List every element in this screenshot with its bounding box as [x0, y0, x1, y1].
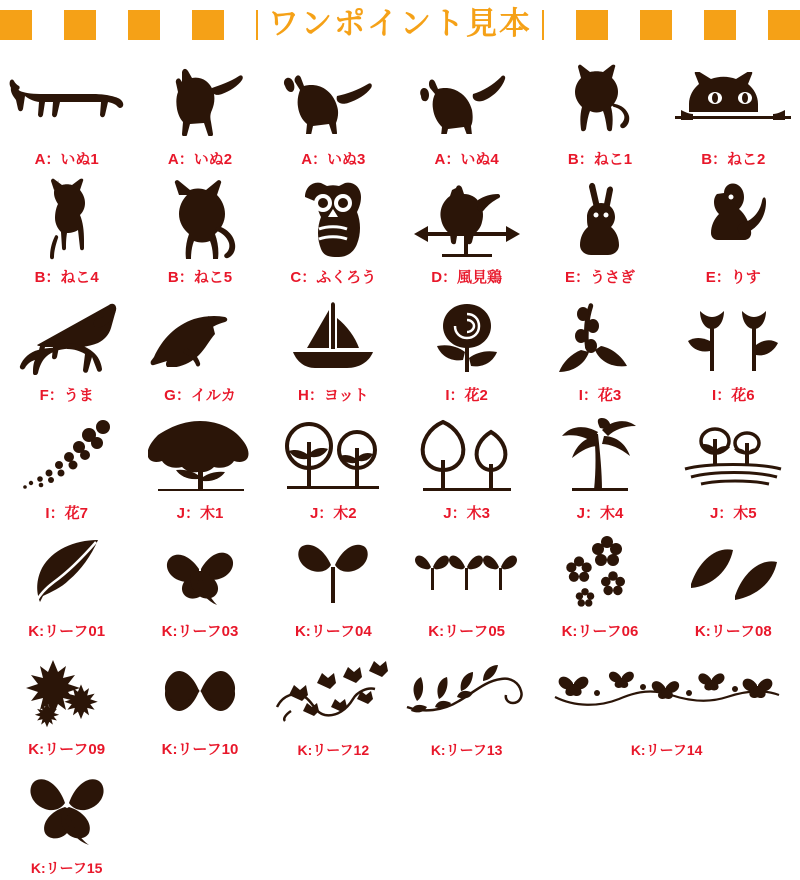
header-block — [192, 10, 224, 40]
sample-label: A：いぬ3 — [301, 151, 366, 168]
rose-flower-silhouette-icon — [400, 290, 533, 384]
sample-cell[interactable] — [0, 408, 133, 526]
single-leaf-silhouette-icon — [0, 526, 133, 620]
sample-cell[interactable] — [267, 526, 400, 644]
sample-label: K:リーフ14 — [630, 742, 703, 758]
sample-cell[interactable] — [533, 526, 666, 644]
header-block — [768, 10, 800, 40]
sample-label: K:リーフ08 — [694, 623, 772, 640]
beagle-dog-silhouette-icon — [400, 54, 533, 148]
sample-cell[interactable] — [667, 526, 800, 644]
sample-label: J：木4 — [576, 505, 624, 522]
sample-cell[interactable] — [133, 290, 266, 408]
broad-tree-silhouette-icon — [133, 408, 266, 502]
sample-label: B：ねこ1 — [567, 151, 633, 168]
sample-cell[interactable] — [533, 54, 666, 172]
sample-cell[interactable] — [667, 290, 800, 408]
header-block — [64, 10, 96, 40]
header-block — [576, 10, 608, 40]
page-header — [0, 0, 800, 48]
sample-cell[interactable] — [400, 408, 533, 526]
sample-label: B：ねこ4 — [34, 269, 99, 286]
sample-cell[interactable] — [267, 408, 400, 526]
sample-label: K:リーフ06 — [561, 623, 639, 640]
sample-label: J：木3 — [443, 505, 490, 522]
sample-cell[interactable] — [400, 172, 533, 290]
two-tall-trees-silhouette-icon — [400, 408, 533, 502]
sample-cell[interactable] — [533, 172, 666, 290]
sample-cell[interactable] — [0, 644, 133, 762]
sample-cell[interactable] — [667, 408, 800, 526]
sample-cell[interactable] — [0, 290, 133, 408]
sample-label: I：花3 — [578, 387, 622, 404]
sample-cell[interactable] — [533, 644, 800, 762]
sample-label: F：うま — [39, 387, 94, 404]
sample-label: A：いぬ1 — [34, 151, 99, 168]
sample-cell[interactable] — [0, 54, 133, 172]
sample-label: E：うさぎ — [564, 269, 635, 286]
clover-heart-silhouette-icon — [133, 644, 266, 738]
sample-label: B：ねこ5 — [167, 269, 233, 286]
sample-cell[interactable] — [667, 54, 800, 172]
sample-cell[interactable] — [0, 172, 133, 290]
sample-cell[interactable] — [0, 762, 133, 880]
sample-cell[interactable] — [267, 290, 400, 408]
large-clover-silhouette-icon — [0, 762, 133, 856]
sample-label: K:リーフ13 — [430, 742, 503, 758]
retriever-dog-silhouette-icon — [267, 54, 400, 148]
sample-grid — [0, 54, 800, 880]
horse-silhouette-icon — [0, 290, 133, 384]
sample-cell[interactable] — [667, 172, 800, 290]
leaf-vine-swirl-silhouette-icon — [400, 644, 533, 738]
sample-label: H：ヨット — [298, 387, 369, 404]
header-block — [128, 10, 160, 40]
sample-cell[interactable] — [533, 408, 666, 526]
sample-cell[interactable] — [133, 644, 266, 762]
sample-cell[interactable] — [400, 54, 533, 172]
sample-cell[interactable] — [133, 172, 266, 290]
seated-cat-silhouette-icon — [133, 172, 266, 266]
sample-label: I：花6 — [712, 387, 755, 404]
sample-cell[interactable] — [133, 54, 266, 172]
maple-leaves-silhouette-icon — [0, 644, 133, 738]
sample-label: K:リーフ01 — [28, 623, 106, 640]
page-title: ワンポイント見本 — [258, 6, 542, 42]
sitting-cat-silhouette-icon — [533, 54, 666, 148]
sample-cell[interactable] — [133, 526, 266, 644]
sample-cell[interactable] — [267, 54, 400, 172]
sample-label: G：イルカ — [164, 387, 236, 404]
trees-with-hill-silhouette-icon — [667, 408, 800, 502]
sample-label: K:リーフ03 — [161, 623, 239, 640]
sample-cell[interactable] — [400, 644, 533, 762]
two-tulips-silhouette-icon — [667, 290, 800, 384]
shiba-dog-silhouette-icon — [133, 54, 266, 148]
squirrel-silhouette-icon — [667, 172, 800, 266]
lily-of-the-valley-silhouette-icon — [533, 290, 666, 384]
weathervane-rooster-silhouette-icon — [400, 172, 533, 266]
header-block — [704, 10, 736, 40]
sample-cell[interactable] — [0, 526, 133, 644]
sample-label: J：木1 — [176, 505, 224, 522]
sample-label: J：木5 — [709, 505, 757, 522]
sprout-silhouette-icon — [267, 526, 400, 620]
dolphin-silhouette-icon — [133, 290, 266, 384]
sample-label: I：花7 — [45, 505, 88, 522]
four-leaf-clover-silhouette-icon — [133, 526, 266, 620]
sample-label: K:リーフ05 — [428, 623, 506, 640]
sample-label: D：風見鶏 — [431, 269, 503, 286]
small-flowers-cluster-silhouette-icon — [533, 526, 666, 620]
two-round-trees-silhouette-icon — [267, 408, 400, 502]
sample-label: A：いぬ2 — [167, 151, 233, 168]
sample-label: I：花2 — [445, 387, 488, 404]
sample-cell[interactable] — [400, 290, 533, 408]
sample-label: J：木2 — [309, 505, 357, 522]
sailboat-silhouette-icon — [267, 290, 400, 384]
sample-cell[interactable] — [400, 526, 533, 644]
dachshund-silhouette-icon — [0, 54, 133, 148]
sample-label: K:リーフ10 — [161, 741, 239, 758]
sample-label: K:リーフ09 — [28, 741, 106, 758]
peeking-cat-silhouette-icon — [667, 54, 800, 148]
scattered-blossoms-silhouette-icon — [0, 408, 133, 502]
sample-cell[interactable] — [533, 290, 666, 408]
sample-label: K:リーフ15 — [30, 860, 103, 876]
sample-cell[interactable] — [133, 408, 266, 526]
two-leaves-silhouette-icon — [667, 526, 800, 620]
sample-label: B：ねこ2 — [701, 151, 766, 168]
header-block — [0, 10, 32, 40]
sample-cell[interactable] — [267, 644, 400, 762]
palm-tree-silhouette-icon — [533, 408, 666, 502]
sample-label: K:リーフ12 — [297, 742, 370, 758]
clover-vine-border-silhouette-icon — [533, 644, 800, 738]
rabbit-silhouette-icon — [533, 172, 666, 266]
header-block — [640, 10, 672, 40]
three-sprouts-row-silhouette-icon — [400, 526, 533, 620]
sample-cell[interactable] — [267, 172, 400, 290]
owl-silhouette-icon — [267, 172, 400, 266]
sample-label: K:リーフ04 — [294, 623, 372, 640]
standing-cat-silhouette-icon — [0, 172, 133, 266]
ivy-vine-silhouette-icon — [267, 644, 400, 738]
sample-label: E：りす — [705, 269, 761, 286]
sample-label: C：ふくろう — [290, 269, 377, 286]
sample-label: A：いぬ4 — [434, 151, 499, 168]
